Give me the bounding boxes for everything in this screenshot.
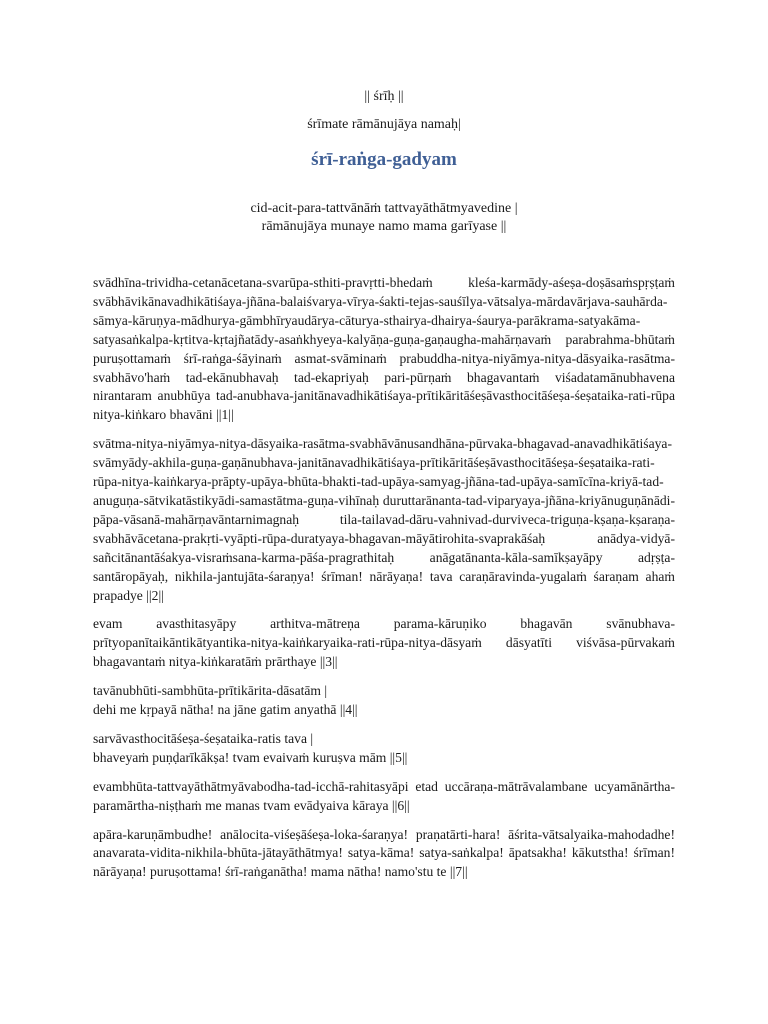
paragraph-2: svātma-nitya-niyāmya-nitya-dāsyaika-rasātma-svabhāvānusandhāna-pūrvaka-bhagavad-anavadhikātiśaya-svāmyādy-akhila-guṇa-gaṇānubhava-janitānavadhikātiśaya-prītikāritāśeṣāvasthocitāśeṣa-śeṣataika-rati-rūpa-nitya-kaiṅkarya-prāpty-upāya-bhūta-bhakti-tad-upāya-samyag-jñāna-tad-upāya-samīcīna-kriyā-tad-anuguṇa-sātvikatāstikyādi-samastātma-guṇa-vihīnaḥ duruttarānanta-tad-viparyaya-jñāna-kriyānuguṇānādi-pāpa-vāsanā-mahārṇavāntarnimagnaḥ tila-tailavad-dāru-vahnivad-durviveca-triguṇa-kṣaṇa-kṣaraṇa-svabhāvācetana-prakṛti-vyāpti-rūpa-duratyaya-bhagavan-māyātirohita-svaprakāśaḥ anādya-vidyā-sañcitānantāśakya-visraṁsana-karma-pāśa-pragrathitaḥ anāgatānanta-kāla-samīkṣayāpy adṛṣṭa-santāropāyaḥ, nikhila-jantujāta-śaraṇya! śrīman! nārāyaṇa! tava caraṇāravinda-yugalaṁ śaraṇam ahaṁ prapadye ||2||	[93, 436, 675, 603]
verse-4-line-2: dehi me kṛpayā nātha! na jāne gatim anyathā ||4||	[93, 702, 358, 718]
verse-5-line-1: sarvāvasthocitāśeṣa-śeṣataika-ratis tava |	[93, 730, 314, 746]
invocation-line-2: rāmānujāya munaye namo mama garīyase ||	[261, 219, 507, 234]
verse-4	[93, 682, 675, 720]
verse-5-line-2: bhaveyaṁ puṇḍarīkākṣa! tvam evaivaṁ kuruṣva mām ||5||	[93, 749, 408, 765]
header-invocation-shrih: || śrīḥ ||	[364, 89, 404, 104]
verse-4-line-1: tavānubhūti-sambhūta-prītikārita-dāsatām |	[93, 683, 328, 699]
verse-5	[93, 730, 675, 768]
paragraph-1: svādhīna-trividha-cetanācetana-svarūpa-sthiti-pravṛtti-bhedaṁ kleśa-karmādy-aśeṣa-doṣāsaṁspṛṣṭaṁ svābhāvikānavadhikātiśaya-jñāna-balaiśvarya-vīrya-śakti-tejas-sauśīlya-vātsalya-mārdavārjava-sauhārda-sāmya-kāruṇya-mādhurya-gāmbhīryaudārya-cāturya-sthairya-dhairya-śaurya-parākrama-satyakāma-satyasaṅkalpa-kṛtitva-kṛtajñatādy-asaṅkhyeya-kalyāṇa-guṇa-gaṇaugha-mahārṇavaṁ parabrahma-bhūtaṁ puruṣottamaṁ śrī-raṅga-śāyinaṁ asmat-svāminaṁ prabuddha-nitya-niyāmya-nitya-dāsyaika-rasātma-svabhāvo'haṁ tad-ekānubhavaḥ tad-ekapriyaḥ pari-pūrṇaṁ bhagavantaṁ viśadatamānubhavena nirantaram anubhūya tad-anubhava-janitānavadhikātiśaya-prītikāritāśeṣāvasthocitāśeṣa-śeṣataika-rati-rūpa nitya-kiṅkaro bhavāni ||1||	[93, 275, 675, 423]
document-title: śrī-raṅga-gadyam	[311, 149, 457, 170]
paragraph-6: evambhūta-tattvayāthātmyāvabodha-tad-icchā-rahitasyāpi etad uccāraṇa-mātrāvalambane ucyamānārtha-paramārtha-niṣṭhaṁ me manas tvam evādyaiva kāraya ||6||	[93, 778, 675, 813]
paragraph-3: evam avasthitasyāpy arthitva-mātreṇa parama-kāruṇiko bhagavān svānubhava-prītyopanītaikāntikātyantika-nitya-kaiṅkaryaika-rati-rūpa-nitya-dāsyaṁ dāsyatīti viśvāsa-pūrvakaṁ bhagavantaṁ nitya-kiṅkaratāṁ prārthaye ||3||	[93, 616, 675, 670]
invocation-verse	[93, 200, 675, 236]
invocation-line-1: cid-acit-para-tattvānāṁ tattvayāthātmyavedine |	[250, 201, 518, 216]
paragraph-7: apāra-karuṇāmbudhe! anālocita-viśeṣāśeṣa-loka-śaraṇya! praṇatārti-hara! āśrita-vātsalyaika-mahodadhe! anavarata-vidita-nikhila-bhūta-jātayāthātmya! satya-kāma! satya-saṅkalpa! āpatsakha! kākutstha! śrīman! nārāyaṇa! puruṣottama! śrī-raṅganātha! mama nātha! namo'stu te ||7||	[93, 826, 675, 880]
document-body	[93, 274, 675, 892]
header-salutation: śrīmate rāmānujāya namaḥ|	[307, 117, 461, 132]
